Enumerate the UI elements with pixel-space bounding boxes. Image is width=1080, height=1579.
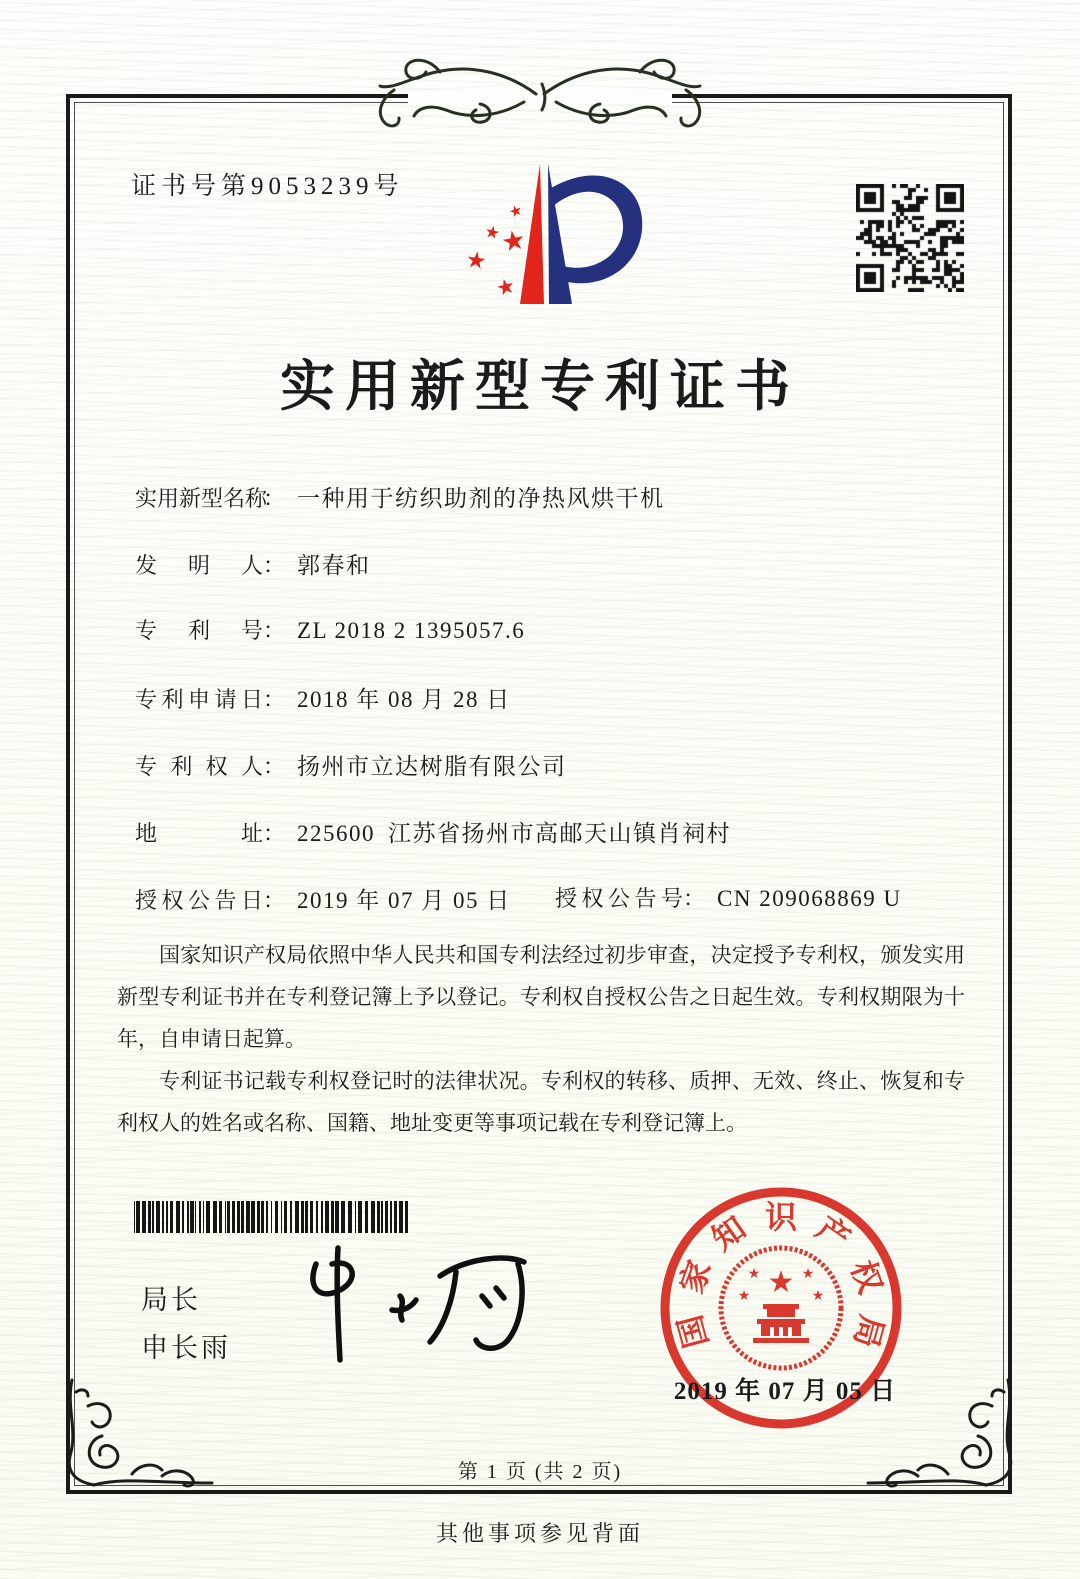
svg-text:★: ★: [811, 1289, 825, 1304]
svg-text:★: ★: [737, 1289, 751, 1304]
field-label: 专利号: [135, 618, 263, 643]
field-label: 专利申请日: [135, 687, 263, 712]
field-colon: ：: [263, 687, 286, 712]
seal-char: 知: [705, 1209, 753, 1258]
svg-text:★: ★: [482, 221, 502, 244]
legal-paragraph-1: 国家知识产权局依照中华人民共和国专利法经过初步审查，决定授予专利权，颁发实用新型专利证书并在专利登记簿上予以登记。专利权自授权公告之日起生效。专利权期限为十年，自申请日起算。: [117, 943, 965, 1051]
commissioner-signature: [272, 1238, 557, 1368]
seal-char: 家: [673, 1255, 718, 1299]
certificate-title: 实用新型专利证书: [279, 356, 800, 417]
svg-text:★: ★: [801, 1267, 815, 1282]
seal-char: 国: [671, 1311, 715, 1352]
field-colon: ：: [263, 486, 286, 511]
svg-text:★: ★: [498, 224, 529, 258]
seal-char: 产: [809, 1209, 857, 1258]
svg-text:★: ★: [464, 246, 489, 275]
certificate-number: 证书号第9053239号: [131, 173, 404, 200]
field-row-address: [135, 815, 947, 849]
svg-text:★: ★: [767, 1266, 795, 1299]
grant-number-group: [555, 882, 902, 913]
officer-name: 申长雨: [141, 1333, 231, 1363]
field-row-grant: [135, 882, 947, 916]
grant-date-value: 2019 年 07 月 05 日: [297, 888, 511, 913]
grant-date-label: 授权公告日: [135, 888, 263, 913]
field-row-inventor: [135, 547, 947, 581]
field-value: 2018 年 08 月 28 日: [297, 687, 511, 712]
field-label: 地址: [135, 821, 263, 846]
field-colon: ：: [263, 888, 286, 913]
officer-title: 局长: [141, 1285, 201, 1315]
qr-code: [856, 184, 964, 292]
field-list: [135, 480, 947, 920]
field-value: 一种用于纺织助剂的净热风烘干机: [297, 486, 665, 511]
field-value: 扬州市立达树脂有限公司: [297, 754, 567, 779]
grant-number-label: 授权公告号: [555, 886, 683, 911]
national-emblem-icon: [721, 1248, 841, 1368]
field-value: 225600 江苏省扬州市高邮天山镇肖祠村: [297, 821, 732, 846]
field-row-patentee: [135, 748, 947, 782]
field-row-utility-model-name: [135, 480, 947, 514]
field-label: 专利权人: [135, 754, 263, 779]
back-side-note: 其他事项参见背面: [435, 1521, 644, 1546]
seal-char: 权: [844, 1255, 889, 1299]
svg-text:★: ★: [493, 273, 518, 301]
field-colon: ：: [683, 886, 706, 911]
svg-text:★: ★: [507, 202, 525, 222]
field-colon: ：: [263, 821, 286, 846]
field-colon: ：: [263, 618, 286, 643]
field-colon: ：: [263, 754, 286, 779]
field-value: ZL 2018 2 1395057.6: [297, 618, 526, 643]
cnipa-logo-icon: [446, 152, 654, 324]
seal-date: 2019 年 07 月 05 日: [673, 1378, 897, 1405]
field-row-patent-number: [135, 614, 947, 648]
field-colon: ：: [263, 553, 286, 578]
field-value: 郭春和: [297, 553, 371, 578]
legal-text-block: [117, 934, 965, 1144]
page-number: 第 1 页 (共 2 页): [457, 1461, 623, 1483]
svg-text:★: ★: [747, 1267, 761, 1282]
grant-number-value: CN 209068869 U: [717, 886, 902, 911]
legal-paragraph-2: 专利证书记载专利权登记时的法律状况。专利权的转移、质押、无效、终止、恢复和专利权人的姓名或名称、国籍、地址变更等事项记载在专利登记簿上。: [117, 1069, 965, 1135]
seal-char: 局: [847, 1311, 891, 1352]
field-label: 发明人: [135, 553, 263, 578]
seal-char: 识: [764, 1199, 798, 1235]
field-row-filing-date: [135, 681, 947, 715]
barcode: [134, 1201, 408, 1233]
field-label: 实用新型名称: [135, 486, 268, 511]
